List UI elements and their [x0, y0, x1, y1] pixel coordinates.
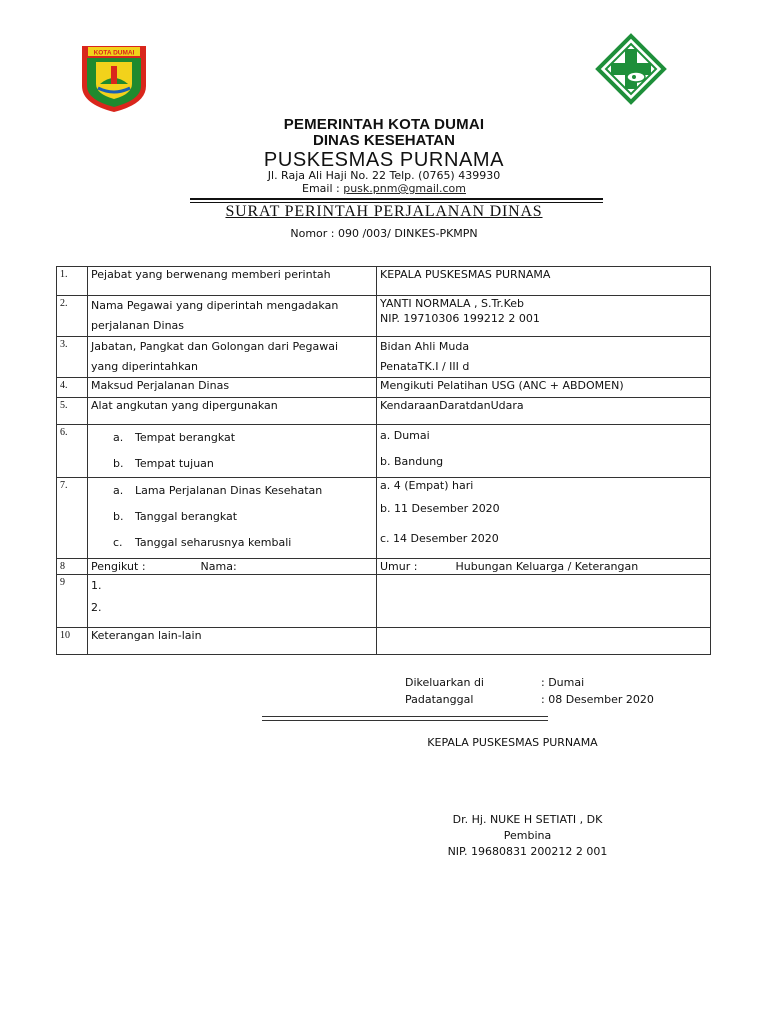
header-government: PEMERINTAH KOTA DUMAI: [283, 116, 485, 133]
signer-name: Dr. Hj. NUKE H SETIATI , DK: [452, 813, 603, 826]
table-row: [57, 296, 711, 337]
row-value: [377, 575, 711, 628]
signer-nip: NIP. 19680831 200212 2 001: [447, 845, 608, 858]
row-number: 4.: [57, 378, 88, 398]
row-label: Pengikut : Nama:: [88, 559, 377, 575]
issued-date-label: Padatanggal: [405, 693, 474, 706]
row-label: 1. 2.: [88, 575, 377, 628]
row-value: KendaraanDaratdanUdara: [377, 398, 711, 425]
travel-order-table: [56, 266, 711, 655]
header-email-line: [0, 182, 768, 195]
email-link[interactable]: pusk.pnm@gmail.com: [343, 182, 466, 195]
row-label: Alat angkutan yang dipergunakan: [88, 398, 377, 425]
row-number: 10: [57, 628, 88, 655]
header-address: Jl. Raja Ali Haji No. 22 Telp. (0765) 439930: [267, 169, 501, 182]
table-row: [57, 575, 711, 628]
issued-date-value: : 08 Desember 2020: [541, 693, 654, 706]
row-number: 6.: [57, 425, 88, 478]
row-label: Nama Pegawai yang diperintah mengadakan perjalanan Dinas: [88, 296, 377, 337]
email-label: Email :: [302, 182, 344, 195]
row-number: 9: [57, 575, 88, 628]
table-row: [57, 628, 711, 655]
signer-rank: Pembina: [503, 829, 552, 842]
table-row: [57, 378, 711, 398]
row-label: Pejabat yang berwenang memberi perintah: [88, 267, 377, 296]
kota-dumai-logo: [78, 42, 150, 114]
row-value: Bidan Ahli Muda PenataTK.I / III d: [377, 337, 711, 378]
issuance-info: [405, 674, 654, 708]
signer-position: KEPALA PUSKESMAS PURNAMA: [427, 736, 598, 749]
table-row: [57, 425, 711, 478]
document-title: SURAT PERINTAH PERJALANAN DINAS: [225, 203, 543, 220]
signature-divider: [262, 720, 548, 721]
header-department: DINAS KESEHATAN: [313, 132, 455, 149]
table-row: [57, 478, 711, 559]
row-value: KEPALA PUSKESMAS PURNAMA: [377, 267, 711, 296]
row-value: a. 4 (Empat) hari b. 11 Desember 2020 c. 14 Desember 2020: [377, 478, 711, 559]
row-number: 1.: [57, 267, 88, 296]
table-row: [57, 559, 711, 575]
row-number: 2.: [57, 296, 88, 337]
row-number: 8: [57, 559, 88, 575]
row-label: a. Tempat berangkat b. Tempat tujuan: [88, 425, 377, 478]
row-value: Mengikuti Pelatihan USG (ANC + ABDOMEN): [377, 378, 711, 398]
issued-place-value: : Dumai: [541, 676, 585, 689]
logo-label: KOTA DUMAI: [93, 49, 135, 57]
table-row: [57, 267, 711, 296]
row-value: a. Dumai b. Bandung: [377, 425, 711, 478]
row-number: 7.: [57, 478, 88, 559]
row-value: YANTI NORMALA , S.Tr.Keb NIP. 19710306 199212 2 001: [377, 296, 711, 337]
header-divider-thick: [190, 198, 603, 200]
signature-divider: [262, 716, 548, 717]
row-label: a. Lama Perjalanan Dinas Kesehatan b. Tanggal berangkat c. Tanggal seharusnya kembali: [88, 478, 377, 559]
row-label: Jabatan, Pangkat dan Golongan dari Pegawai yang diperintahkan: [88, 337, 377, 378]
row-label: Keterangan lain-lain: [88, 628, 377, 655]
document-number: Nomor : 090 /003/ DINKES-PKMPN: [290, 227, 478, 240]
table-row: [57, 398, 711, 425]
table-row: [57, 337, 711, 378]
header-puskesmas: PUSKESMAS PURNAMA: [263, 149, 505, 171]
row-number: 3.: [57, 337, 88, 378]
puskesmas-logo: [595, 33, 667, 105]
issued-place-label: Dikeluarkan di: [405, 676, 484, 689]
row-number: 5.: [57, 398, 88, 425]
row-label: Maksud Perjalanan Dinas: [88, 378, 377, 398]
row-value: Umur : Hubungan Keluarga / Keterangan: [377, 559, 711, 575]
row-value: [377, 628, 711, 655]
